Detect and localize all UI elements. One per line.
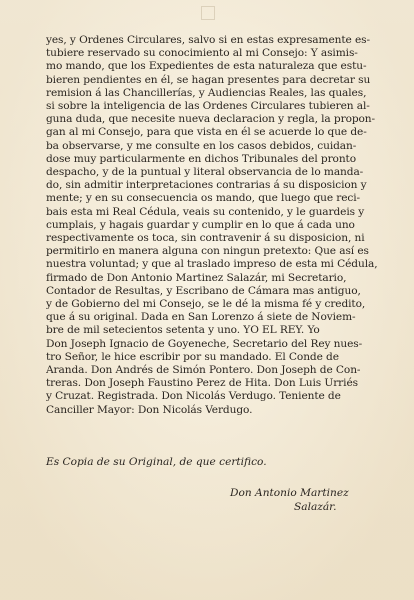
body-line: gan al mi Consejo, para que vista en él se acuerde lo que de- [46, 126, 367, 139]
body-line: yes, y Ordenes Circulares, salvo si en estas expresamente es- [46, 34, 370, 46]
body-line: tubiere reservado su conocimiento al mi Consejo: Y asimis- [46, 47, 358, 60]
body-line: bieren pendientes en él, se hagan presentes para decretar su [46, 73, 371, 86]
body-line: mente; y en su consecuencia os mando, que luego que reci- [46, 192, 361, 205]
body-line: guna duda, que necesite nueva declaracion y regla, la propon- [46, 113, 376, 126]
body-line: respectivamente os toca, sin contravenir á su disposicion, ni [46, 232, 365, 245]
body-line: Don Joseph Ignacio de Goyeneche, Secretario del Rey nues- [46, 337, 363, 350]
certification-statement: Es Copia de su Original, de que certifico. [46, 456, 267, 468]
body-line: Canciller Mayor: Don Nicolás Verdugo. [46, 403, 253, 416]
body-line: tro Señor, le hice escribir por su mandado. El Conde de [46, 350, 339, 363]
body-line: cumplais, y hagais guardar y cumplir en lo que á cada uno [46, 218, 355, 231]
signature-block [230, 486, 380, 514]
body-line: despacho, y de la puntual y literal observancia de lo manda- [46, 166, 364, 179]
body-line: do, sin admitir interpretaciones contrarias á su disposicion y [46, 179, 367, 192]
body-line: nuestra voluntad; y que al traslado impreso de esta mi Cédula, [46, 258, 378, 271]
watermark-ornament-icon [201, 6, 215, 20]
body-line: treras. Don Joseph Faustino Perez de Hita. Don Luis Urriés [46, 377, 358, 390]
body-line: Aranda. Don Andrés de Simón Pontero. Don Joseph de Con- [46, 364, 361, 377]
body-line: ba observarse, y me consulte en los casos debidos, cuidan- [46, 139, 357, 152]
body-line: permitirlo en manera alguna con ningun pretexto: Que así es [46, 245, 369, 258]
body-line: bre de mil setecientos setenta y uno. YO EL REY. Yo [46, 324, 320, 337]
body-line: firmado de Don Antonio Martinez Salazár, mi Secretario, [46, 271, 347, 284]
body-line: que á su original. Dada en San Lorenzo á siete de Noviem- [46, 311, 356, 324]
body-line: remision á las Chancillerías, y Audiencias Reales, las quales, [46, 86, 367, 99]
body-line: Contador de Resultas, y Escribano de Cámara mas antiguo, [46, 284, 361, 297]
body-line: si sobre la inteligencia de las Ordenes Circulares tubieren al- [46, 100, 370, 113]
body-line: mo mando, que los Expedientes de esta naturaleza que estu- [46, 60, 367, 73]
body-line: y de Gobierno del mi Consejo, se le dé la misma fé y credito, [46, 298, 366, 311]
body-line: bais esta mi Real Cédula, veais su contenido, y le guardeis y [46, 205, 365, 218]
decree-body [46, 34, 390, 417]
signature-surname: Salazár. [294, 501, 337, 513]
body-line: y Cruzat. Registrada. Don Nicolás Verdugo. Teniente de [46, 390, 341, 403]
signature-name: Don Antonio Martinez [230, 487, 349, 499]
body-line: dose muy particularmente en dichos Tribunales del pronto [46, 152, 356, 165]
